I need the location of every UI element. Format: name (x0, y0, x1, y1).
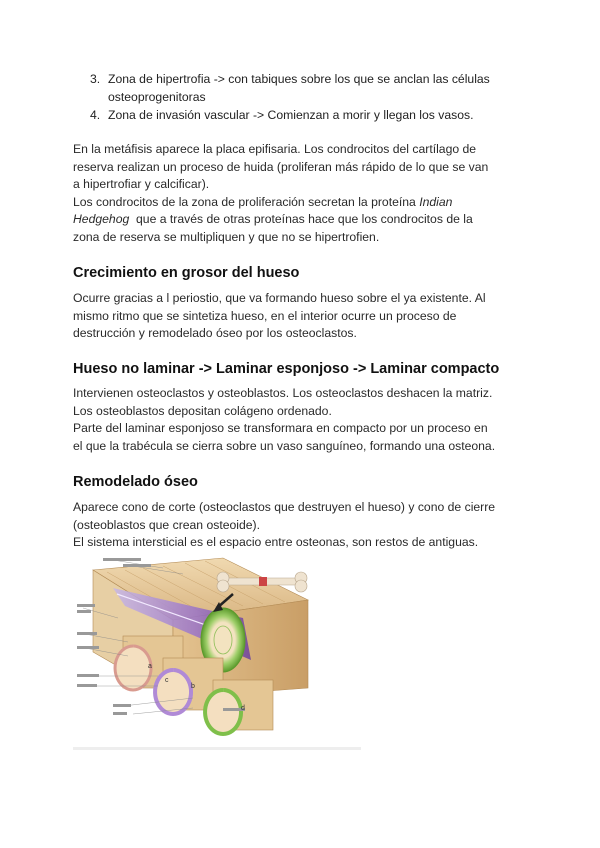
text-line: Los osteoblastos depositan colágeno ordenado. (73, 403, 332, 418)
text-line: El sistema intersticial es el espacio entre osteonas, son restos de antiguas. (73, 535, 479, 550)
list-item (90, 70, 560, 106)
text-line: reserva realizan un proceso de huida (proliferan más rápido de lo que se van (73, 159, 489, 174)
section-heading: Hueso no laminar -> Laminar esponjoso -> Laminar compacto (73, 361, 500, 377)
section-heading: Crecimiento en grosor del hueso (73, 265, 300, 281)
section-paragraph (73, 290, 533, 343)
text-line: Intervienen osteoclastos y osteoblastos. Los osteoclastos deshacen la matriz. (73, 386, 493, 400)
italic-term: Hedgehog (73, 212, 130, 227)
text-line: a hipertrofiar y calcificar). (73, 177, 210, 192)
text-span: Los condrocitos de la zona de proliferación secretan la proteína (73, 194, 420, 209)
text-line (73, 194, 533, 212)
text-line: mismo ritmo que se sintetiza hueso, en el interior ocurre un proceso de (73, 308, 457, 323)
figure-label-b: b (191, 683, 195, 690)
section-paragraph (73, 499, 533, 552)
text-line (73, 211, 533, 229)
list-number: 3. (90, 72, 101, 86)
list-item (90, 106, 560, 124)
numbered-list (90, 70, 560, 124)
section-heading: Remodelado óseo (73, 474, 198, 490)
text-line: el que la trabécula se cierra sobre un vaso sanguíneo, formando una osteona. (73, 438, 496, 453)
text-line: En la metáfisis aparece la placa epifisaria. Los condrocitos del cartílago de (73, 142, 477, 156)
text-line: Ocurre gracias a l periostio, que va formando hueso sobre el ya existente. Al (73, 291, 486, 305)
italic-term: Indian (419, 194, 453, 209)
section-paragraph (73, 385, 533, 455)
text-line: (osteoblastos que crean osteoide). (73, 517, 260, 532)
list-text-cont: osteoprogenitoras (108, 90, 206, 104)
text-line: Parte del laminar esponjoso se transformara en compacto por un proceso en (73, 421, 488, 436)
bone-remodeling-figure (73, 548, 361, 753)
figure-label-d: d (241, 705, 245, 712)
metafisis-paragraph (73, 141, 533, 247)
text-span: que a través de otras proteínas hace que los condrocitos de la (129, 212, 473, 227)
list-text: Zona de hipertrofia -> con tabiques sobre los que se anclan las células (108, 72, 490, 86)
text-line: zona de reserva se multipliquen y que no se hipertrofien. (73, 229, 380, 244)
figure-label-a: a (148, 663, 152, 670)
list-number: 4. (90, 108, 101, 122)
figure-label-c: c (165, 677, 169, 684)
text-line: destrucción y remodelado óseo por los osteoclastos. (73, 326, 357, 341)
text-line: Aparece cono de corte (osteoclastos que destruyen el hueso) y cono de cierre (73, 500, 496, 514)
figure-illustration (73, 548, 361, 753)
figure-baseline (73, 747, 361, 750)
list-text: Zona de invasión vascular -> Comienzan a morir y llegan los vasos. (108, 108, 474, 122)
